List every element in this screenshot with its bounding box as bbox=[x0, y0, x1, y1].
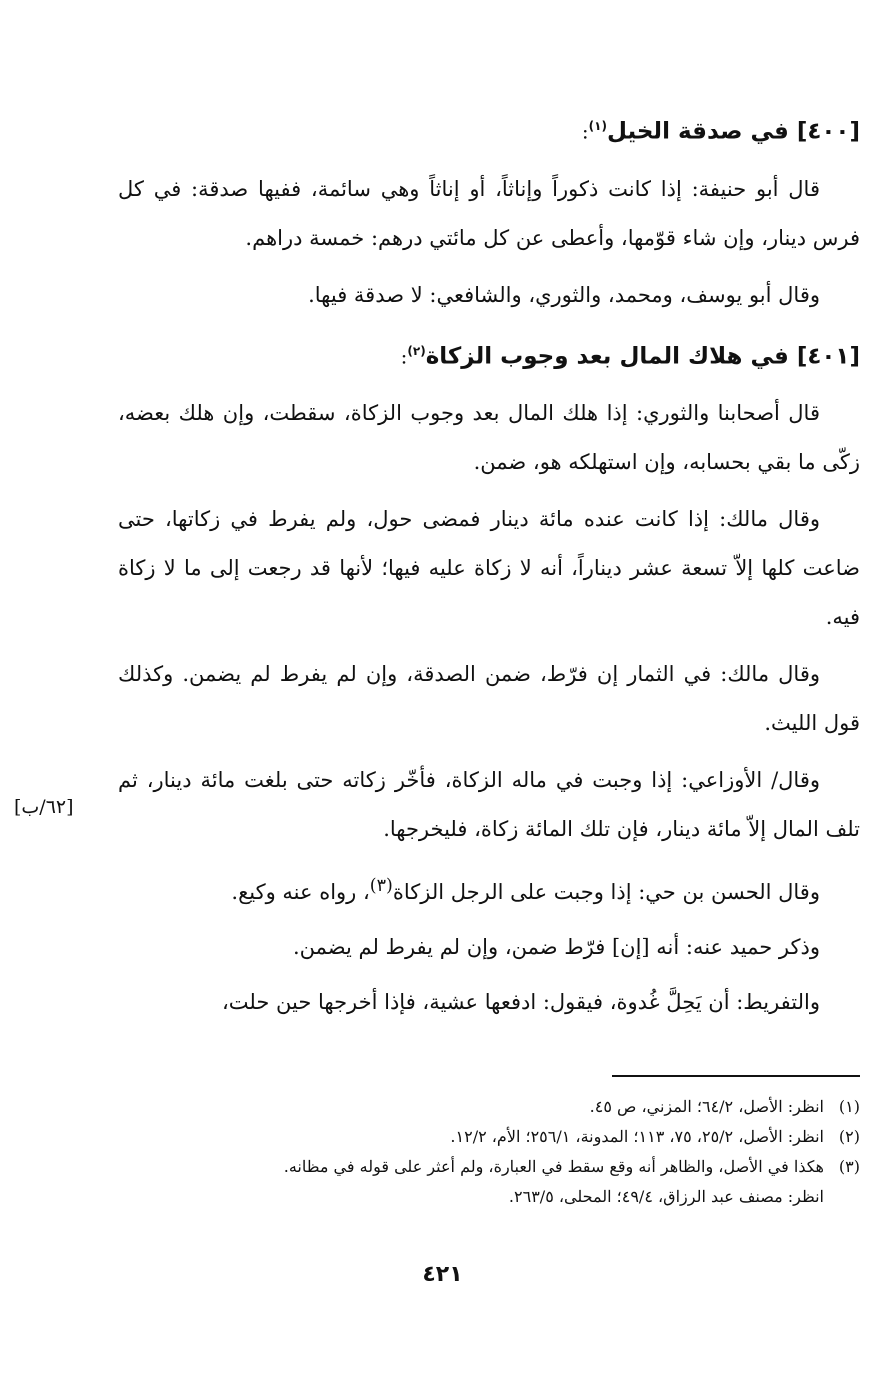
footnote-number: (٣) bbox=[838, 1157, 860, 1176]
paragraph-text: وقال الحسن بن حي: إذا وجبت على الرجل الزكاة bbox=[392, 880, 820, 905]
footnote bbox=[150, 1122, 860, 1152]
footnote bbox=[150, 1152, 860, 1182]
footnote-separator bbox=[612, 1075, 860, 1077]
heading-colon: : bbox=[581, 119, 589, 144]
footnote-continuation: انظر: مصنف عبد الرزاق، ٤٩/٤؛ المحلى، ٢٦٣/٥. bbox=[508, 1187, 824, 1206]
paragraph: وقال مالك: إذا كانت عنده مائة دينار فمضى حول، ولم يفرط في زكاتها، حتى ضاعت كلها إلاّ تسعة عشر ديناراً، أنه لا زكاة عليه فيها؛ لأنها قد رجعت إلى ما لا زكاة فيه. bbox=[118, 507, 860, 630]
footnote-marker: (٣) bbox=[369, 876, 393, 897]
section-number: [٤٠١] bbox=[796, 343, 860, 370]
footnote-text: هكذا في الأصل، والظاهر أنه وقع سقط في العبارة، ولم أعثر على قوله في مظانه. bbox=[283, 1157, 824, 1176]
footnote-number: (٢) bbox=[838, 1127, 860, 1146]
paragraph: قال أصحابنا والثوري: إذا هلك المال بعد وجوب الزكاة، سقطت، وإن هلك بعضه، زكّى ما بقي بحسابه، وإن استهلكه هو، ضمن. bbox=[118, 401, 860, 475]
paragraph: وذكر حميد عنه: أنه [إن] فرّط ضمن، وإن لم يفرط لم يضمن. bbox=[292, 935, 820, 960]
paragraph: وقال أبو يوسف، ومحمد، والثوري، والشافعي: لا صدقة فيها. bbox=[308, 282, 820, 307]
section-title: في هلاك المال بعد وجوب الزكاة bbox=[425, 343, 789, 370]
paragraph: وقال مالك: في الثمار إن فرّط، ضمن الصدقة، وإن لم يفرط لم يضمن. وكذلك قول الليث. bbox=[118, 662, 860, 736]
footnote-marker: (٢) bbox=[407, 343, 426, 358]
page-number: ٤٢١ bbox=[422, 1262, 463, 1287]
footnote-number: (١) bbox=[838, 1097, 860, 1116]
main-text bbox=[118, 103, 860, 1033]
section-heading-400 bbox=[118, 103, 860, 155]
paragraph: والتفريط: أن يَحِلَّ غُدوة، فيقول: ادفعها عشية، فإذا أخرجها حين حلت، bbox=[222, 990, 820, 1015]
footnote bbox=[150, 1092, 860, 1122]
paragraph-hasan bbox=[118, 862, 860, 917]
footnote-marker: (١) bbox=[588, 119, 607, 133]
section-number: [٤٠٠] bbox=[796, 118, 860, 145]
heading-colon: : bbox=[400, 344, 408, 369]
section-heading-401 bbox=[118, 328, 860, 380]
paragraph: وقال/ الأوزاعي: إذا وجبت في ماله الزكاة، فأخّر زكاته حتى بلغت مائة دينار، ثم تلف المال إلاّ مائة دينار، فإن تلك المائة زكاة، فليخرجها. bbox=[118, 768, 860, 842]
paragraph: قال أبو حنيفة: إذا كانت ذكوراً وإناثاً، أو إناثاً وهي سائمة، ففيها صدقة: في كل فرس دينار، وإن شاء قوّمها، وأعطى عن كل مائتي درهم: خمسة دراهم. bbox=[118, 176, 860, 250]
footnote-text: انظر: الأصل، ٦٤/٢؛ المزني، ص ٤٥. bbox=[589, 1097, 824, 1116]
manuscript-folio-ref: [٦٢/ب] bbox=[14, 796, 74, 818]
footnote-text: انظر: الأصل، ٢٥/٢، ٧٥، ١١٣؛ المدونة، ٢٥٦/١؛ الأم، ١٢/٢. bbox=[450, 1127, 824, 1146]
paragraph-text: ، رواه عنه وكيع. bbox=[231, 880, 370, 905]
section-title: في صدقة الخيل bbox=[606, 118, 789, 145]
footnotes bbox=[150, 1092, 860, 1212]
